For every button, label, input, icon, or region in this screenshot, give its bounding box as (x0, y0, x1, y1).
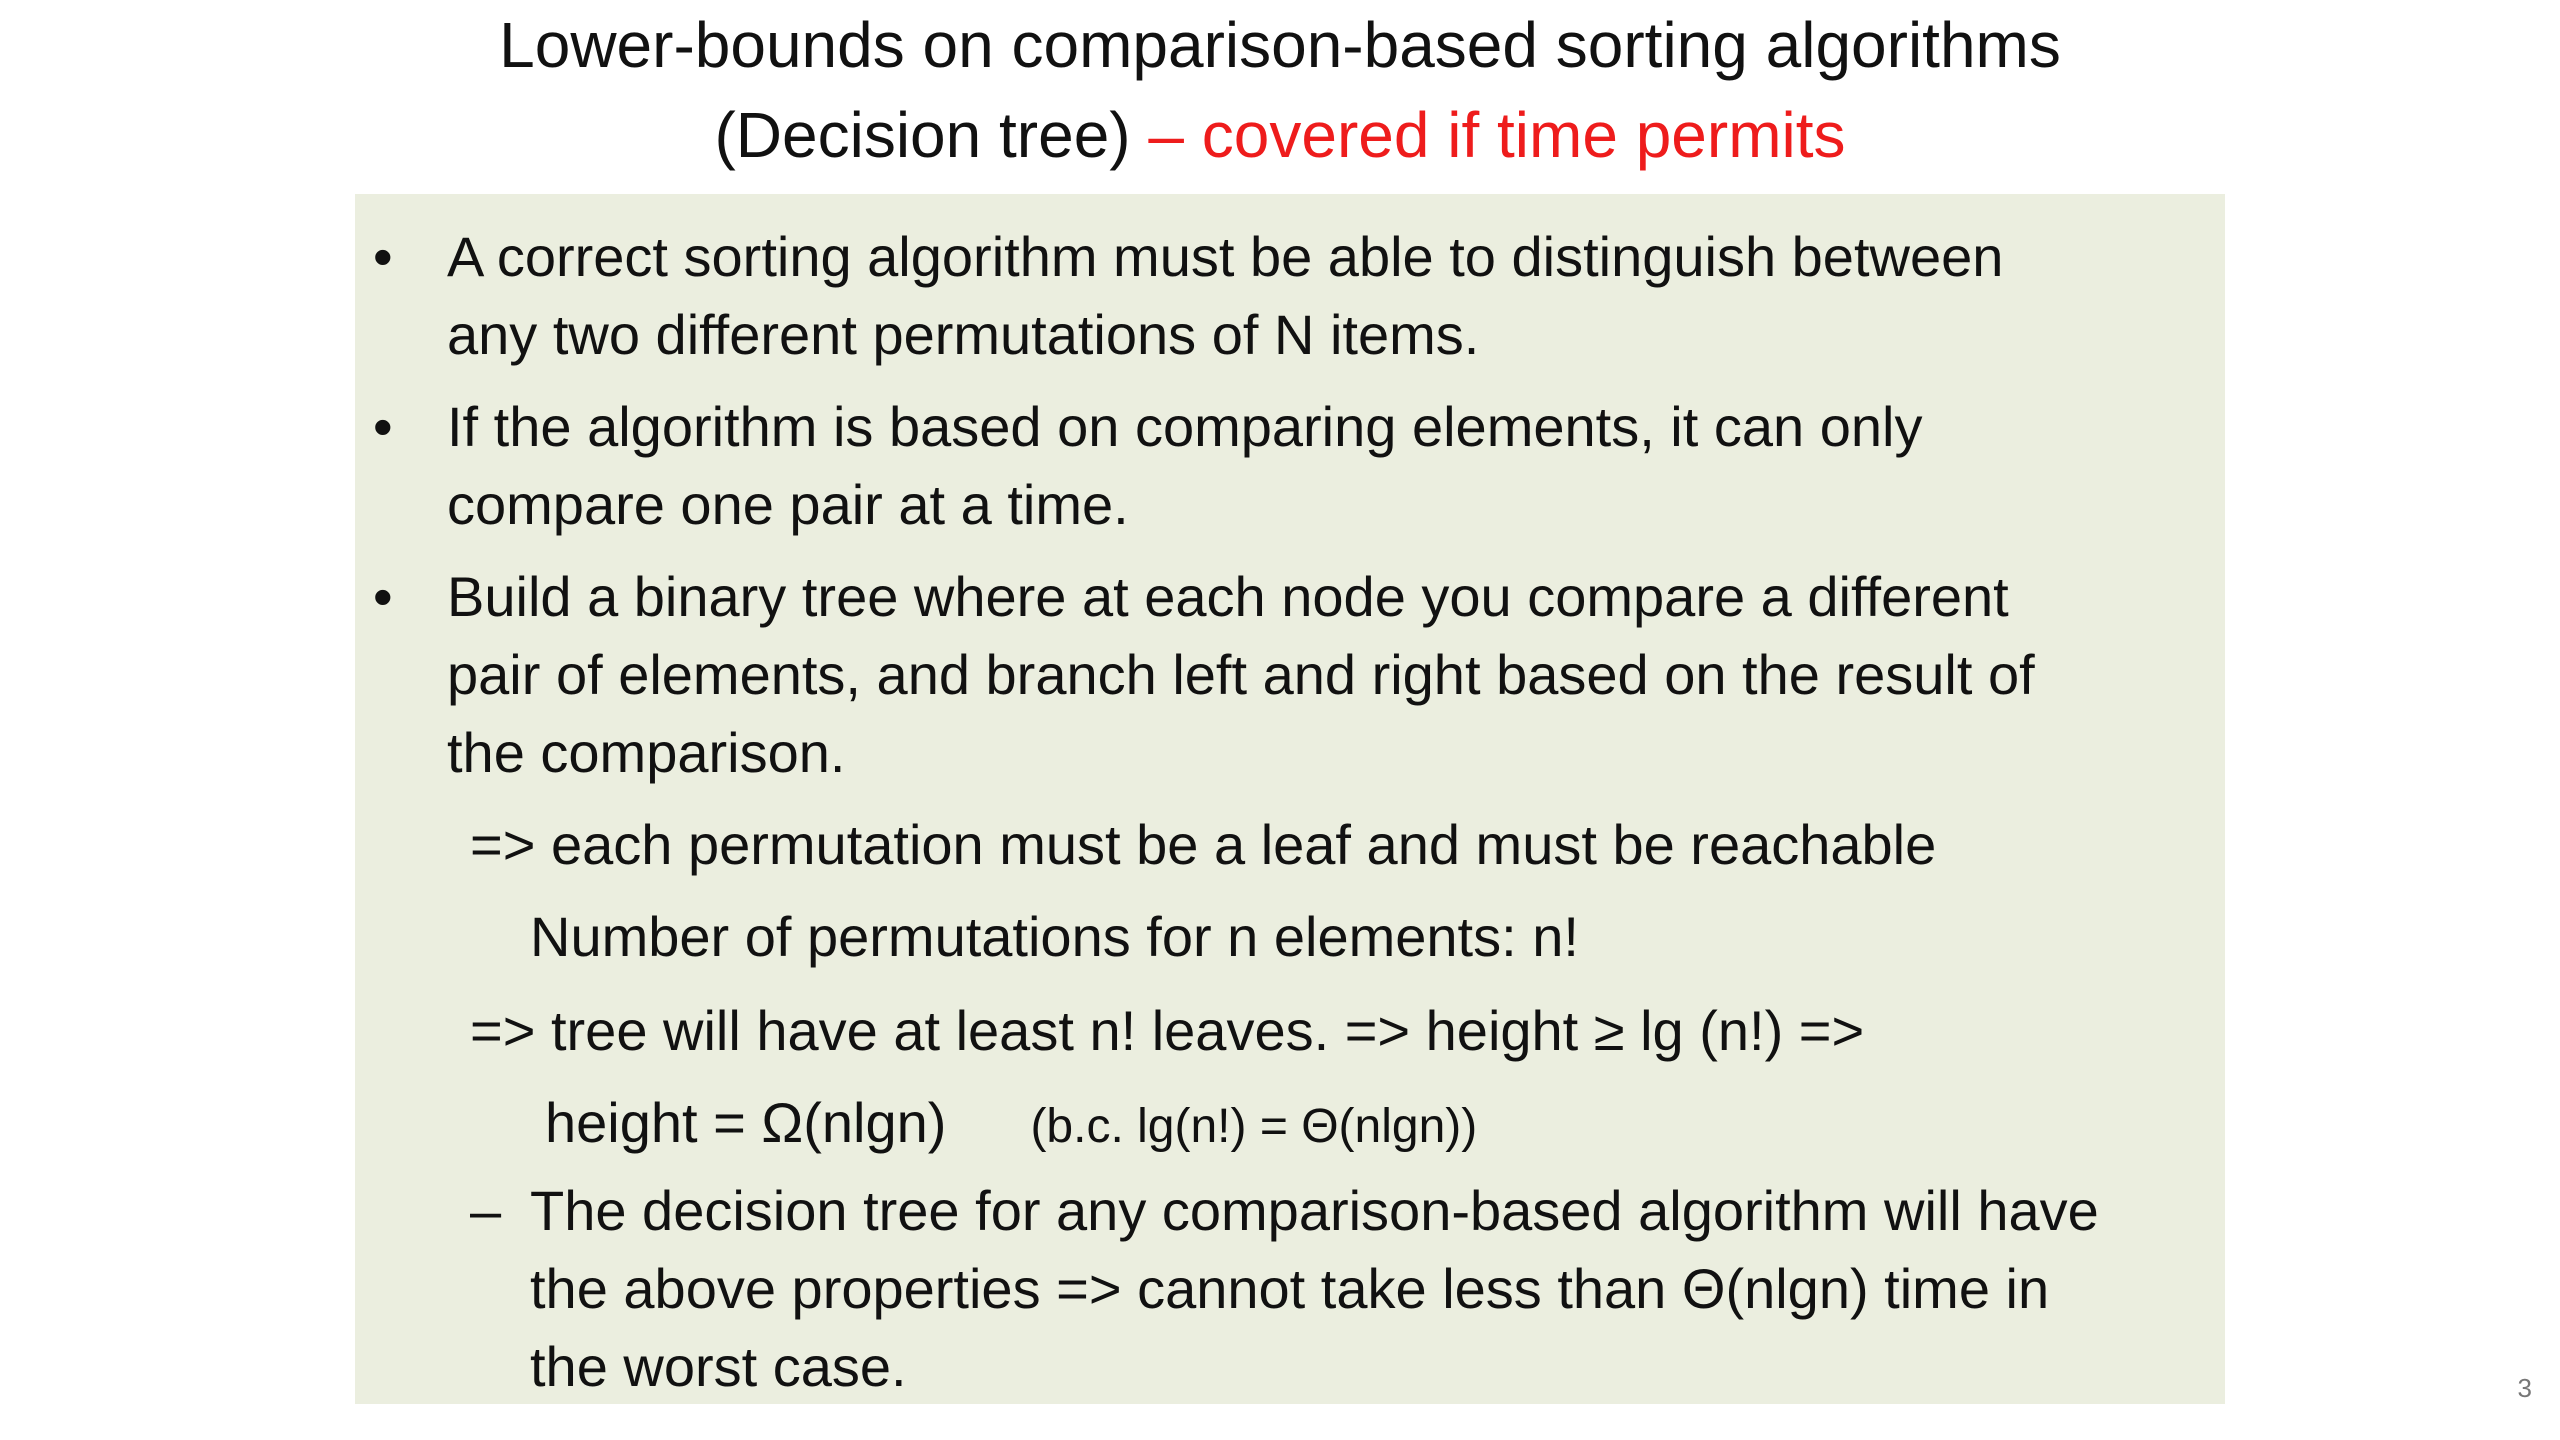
sub-line-4-note: (b.c. lg(n!) = Θ(nlgn)) (1030, 1100, 1478, 1153)
bullet-2-line-2: compare one pair at a time. (447, 473, 1129, 536)
dash-marker: – (470, 1179, 502, 1242)
page-number: 3 (2517, 1373, 2532, 1403)
bullet-3-line-1: Build a binary tree where at each node you compare a different (447, 565, 2009, 628)
sub-line-2: Number of permutations for n elements: n! (530, 905, 1579, 968)
sub-line-4 (545, 1084, 1477, 1166)
title-time-note: – covered if time permits (1148, 99, 1846, 171)
title-line-2-main: (Decision tree) (714, 99, 1149, 171)
bullet-3-line-2: pair of elements, and branch left and right based on the result of (447, 643, 2035, 706)
title-line-2 (0, 90, 2560, 180)
title-line-1: Lower-bounds on comparison-based sorting algorithms (499, 9, 2061, 81)
bullet-3-line-3: the comparison. (447, 721, 846, 784)
sub-line-3: => tree will have at least n! leaves. => height ≥ lg (n!) => (470, 999, 1865, 1062)
dash-line-2: the above properties => cannot take less than Θ(nlgn) time in (530, 1257, 2050, 1320)
slide-title (0, 0, 2560, 180)
bullet-marker: • (373, 395, 393, 458)
bullet-1-line-1: A correct sorting algorithm must be able to distinguish between (447, 225, 2004, 288)
dash-line-1: The decision tree for any comparison-based algorithm will have (530, 1179, 2099, 1242)
dash-line-3: the worst case. (530, 1335, 907, 1398)
sub-line-4-main: height = Ω(nlgn) (545, 1091, 947, 1154)
bullet-1-line-2: any two different permutations of N items. (447, 303, 1480, 366)
content-box (355, 194, 2225, 1404)
bullet-marker: • (373, 565, 393, 628)
bullet-2-line-1: If the algorithm is based on comparing elements, it can only (447, 395, 1923, 458)
sub-line-1: => each permutation must be a leaf and must be reachable (470, 813, 1937, 876)
bullet-marker: • (373, 225, 393, 288)
